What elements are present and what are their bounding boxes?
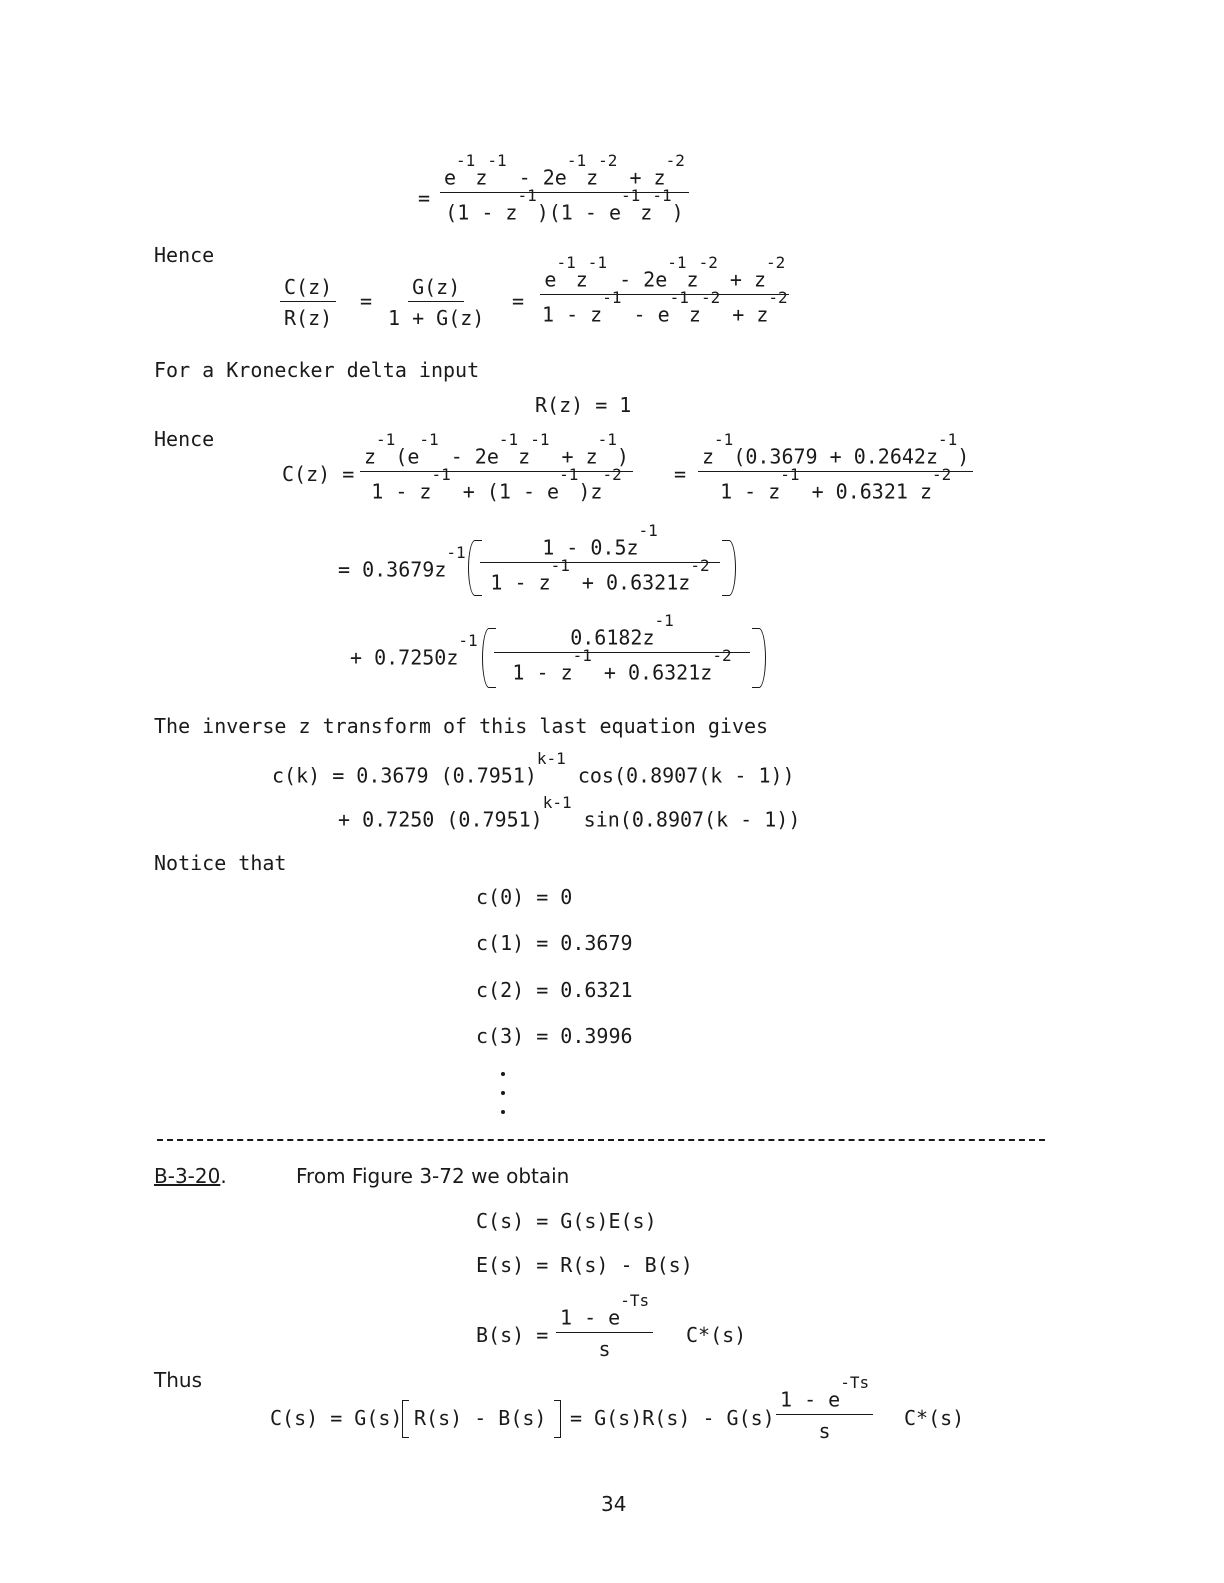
es-equation: E(s) = R(s) - B(s) (476, 1253, 693, 1277)
cs-equation: C(s) = G(s)E(s) (476, 1209, 657, 1233)
thus-text: Thus (154, 1368, 202, 1392)
cr-ratio-fraction (280, 277, 336, 328)
cz-denominator-2: $1 - z^{-1} + 0.6321$ $z^{-2}$ (720, 464, 952, 504)
bs-lhs: B(s) = (476, 1323, 549, 1347)
right-bracket-icon (554, 1400, 561, 1438)
bs-denominator: s (598, 1336, 611, 1361)
part1-fraction (480, 521, 720, 595)
cr-rhs-numerator: $e^{-1}z^{-1} - 2e^{-1}z^{-2} + z^{-2}$ (540, 266, 789, 295)
ck-line-2: + 0.7250 $(0.7951)^{k-1}$ sin(0.8907(k - 1)) (338, 793, 801, 832)
problem-label: B-3-20. (154, 1164, 227, 1188)
bs-numerator: $1 - e^{-Ts}$ (556, 1304, 653, 1333)
g-numerator: G(z) (408, 277, 464, 302)
equals-sign: = (674, 462, 687, 486)
cz-lhs: C(z) = (282, 462, 355, 486)
left-bracket-icon (402, 1400, 409, 1438)
value-c1: c(1) = 0.3679 (476, 931, 633, 955)
final-numerator: $1 - e^{-Ts}$ (776, 1386, 873, 1415)
rz-equation: R(z) = 1 (535, 393, 632, 417)
top-denominator: $(1 - z^{-1})(1 - e^{-1}z^{-1})$ (445, 185, 684, 225)
part2-numerator: $0.6182z^{-1}$ (494, 624, 750, 653)
part2-prefix: + $0.7250z^{-1}$ (350, 631, 478, 670)
ck-line-1: c(k) = 0.3679 $(0.7951)^{k-1}$ cos(0.8907(k - 1)) (272, 749, 795, 788)
part1-numerator: $1 - 0.5z^{-1}$ (480, 534, 720, 563)
part1-denominator: $1 - z^{-1} + 0.6321z^{-2}$ (490, 555, 710, 595)
equals-sign: = (360, 289, 373, 313)
inverse-text: The inverse z transform of this last equation gives (154, 714, 769, 738)
value-c3: c(3) = 0.3996 (476, 1024, 633, 1048)
cz-fraction-2 (698, 430, 973, 504)
final-denominator: s (818, 1418, 831, 1443)
cr-numerator: C(z) (280, 277, 336, 302)
ellipsis-dot (501, 1110, 505, 1114)
final-rhs: C*(s) (904, 1406, 965, 1430)
g-denominator: 1 + G(z) (388, 306, 485, 330)
final-bracket-content: R(s) - B(s) (414, 1406, 547, 1430)
ellipsis-dot (501, 1091, 505, 1095)
final-lhs: C(s) = G(s) (270, 1406, 403, 1430)
equals-sign: = (512, 289, 525, 313)
equals-sign: = (418, 186, 431, 210)
section-separator (157, 1139, 1045, 1141)
ellipsis-dot (501, 1072, 505, 1076)
part2-fraction (494, 611, 750, 685)
hence-label-1: Hence (154, 243, 215, 267)
part1-prefix: = $0.3679z^{-1}$ (338, 543, 466, 582)
cr-rhs-fraction (538, 253, 792, 327)
top-numerator: $e^{-1}z^{-1} - 2e^{-1}z^{-2} + z^{-2}$ (440, 164, 689, 193)
cz-denominator-1: $1 - z^{-1} + (1 - e^{-1})z^{-2}$ (371, 464, 622, 504)
right-paren-icon (752, 628, 766, 688)
value-c2: c(2) = 0.6321 (476, 978, 633, 1002)
g-ratio-fraction (384, 277, 488, 328)
top-fraction (440, 151, 689, 225)
hence-label-2: Hence (154, 427, 215, 451)
cz-numerator-1: $z^{-1}(e^{-1} - 2e^{-1}z^{-1} + z^{-1})$ (360, 443, 633, 472)
bs-fraction (556, 1291, 653, 1361)
cr-denominator: R(z) (284, 306, 333, 330)
value-c0: c(0) = 0 (476, 885, 573, 909)
part2-denominator: $1 - z^{-1} + 0.6321z^{-2}$ (512, 645, 732, 685)
kronecker-text: For a Kronecker delta input (154, 358, 480, 382)
bs-rhs: C*(s) (686, 1323, 747, 1347)
right-paren-icon (722, 540, 736, 596)
notice-text: Notice that (154, 851, 287, 875)
cz-fraction-1 (360, 430, 633, 504)
page-number: 34 (601, 1492, 627, 1516)
final-fraction (776, 1373, 873, 1443)
final-mid: = G(s)R(s) - G(s) (570, 1406, 775, 1430)
cz-numerator-2: $z^{-1}(0.3679 + 0.2642z^{-1})$ (698, 443, 973, 472)
cr-rhs-denominator: $1 - z^{-1} - e^{-1}z^{-2} + z^{-2}$ (542, 287, 788, 327)
problem-intro: From Figure 3-72 we obtain (296, 1164, 570, 1188)
